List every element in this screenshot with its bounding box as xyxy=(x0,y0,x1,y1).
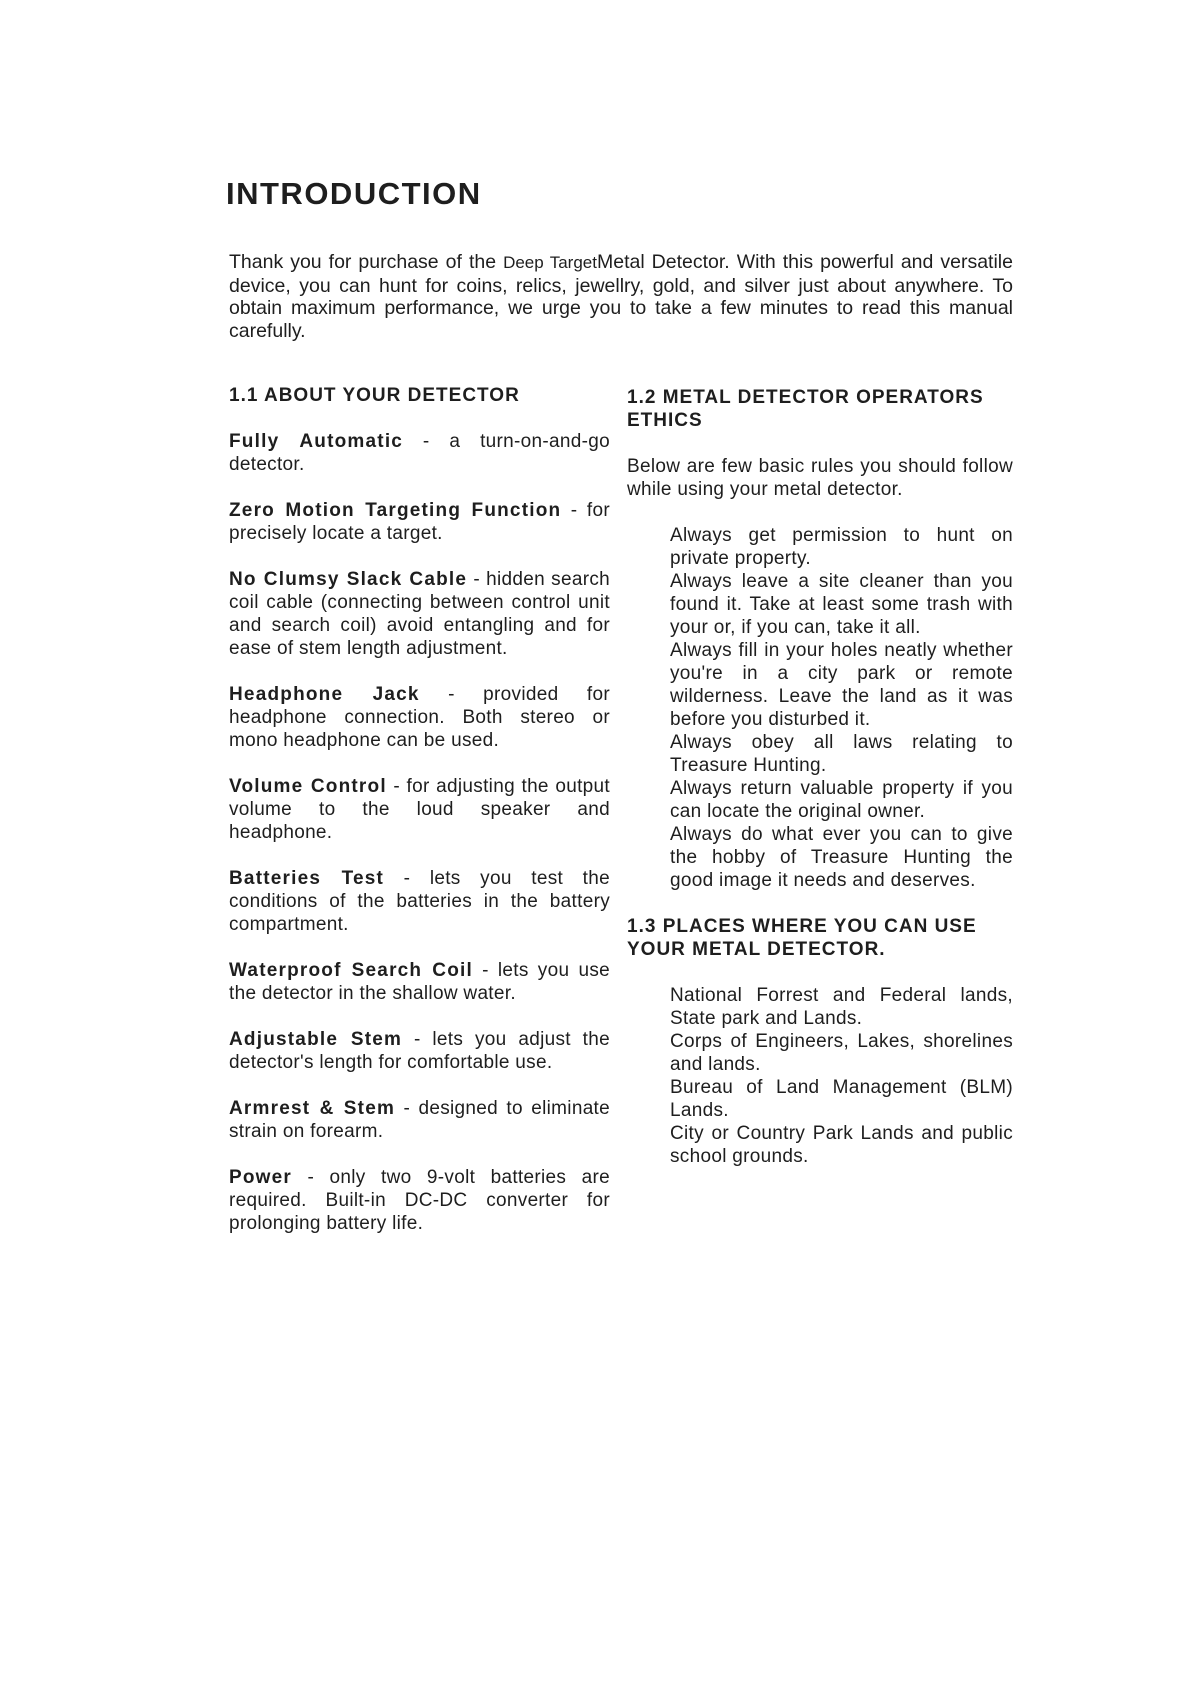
feature-desc: - lets you test the conditions of the batteries in the battery compartment. xyxy=(229,868,610,935)
feature-name: Power xyxy=(229,1167,293,1188)
intro-paragraph xyxy=(229,251,1013,343)
feature-desc: - a turn-on-and-go detector. xyxy=(229,431,610,475)
feature-item xyxy=(229,499,610,545)
section-heading-ethics: 1.2 METAL DETECTOR OPERATORS ETHICS xyxy=(627,387,984,431)
page-title: INTRODUCTION xyxy=(226,176,482,211)
feature-desc: - for adjusting the output volume to the loud speaker and headphone. xyxy=(229,776,610,843)
feature-name: Armrest & Stem xyxy=(229,1098,396,1119)
feature-desc: - provided for headphone connection. Both stereo or mono headphone can be used. xyxy=(229,684,610,751)
feature-name: Zero Motion Targeting Function xyxy=(229,500,562,521)
left-column xyxy=(229,384,610,1235)
feature-item xyxy=(229,568,610,660)
list-item: Always leave a site cleaner than you found it. Take at least some trash with your or, if you can, take it all. xyxy=(670,571,1013,638)
list-item: Always do what ever you can to give the hobby of Treasure Hunting the good image it needs and deserves. xyxy=(670,824,1013,891)
feature-name: Waterproof Search Coil xyxy=(229,960,473,981)
list-item: Always get permission to hunt on private property. xyxy=(670,525,1013,569)
feature-item xyxy=(229,959,610,1005)
list-item: Always obey all laws relating to Treasure Hunting. xyxy=(670,732,1013,776)
feature-desc: - designed to eliminate strain on forearm. xyxy=(229,1098,611,1142)
list-item: Always fill in your holes neatly whether you're in a city park or remote wilderness. Leave the land as it was before you disturbed it. xyxy=(670,640,1013,730)
feature-item xyxy=(229,775,610,844)
list-item: Corps of Engineers, Lakes, shorelines and lands. xyxy=(670,1031,1013,1075)
feature-name: Batteries Test xyxy=(229,868,385,889)
brand-name: Deep Target xyxy=(503,253,597,272)
list-item: City or Country Park Lands and public school grounds. xyxy=(670,1123,1013,1167)
feature-name: Volume Control xyxy=(229,776,387,797)
feature-desc: - for precisely locate a target. xyxy=(229,500,610,544)
feature-name: Adjustable Stem xyxy=(229,1029,403,1050)
feature-name: Headphone Jack xyxy=(229,684,420,705)
intro-text-end: Metal Detector. With this powerful and versatile device, you can hunt for coins, relics, jewellry, gold, and silver just about anywhere. To obtain maximum performance, we urge you to take a few minutes to read this manual carefully. xyxy=(229,251,1013,343)
list-item: Bureau of Land Management (BLM) Lands. xyxy=(670,1077,1013,1121)
intro-text-start: Thank you for purchase of the xyxy=(229,251,504,273)
feature-item xyxy=(229,867,610,936)
feature-item xyxy=(229,1097,610,1143)
places-list xyxy=(670,984,1013,1168)
feature-item xyxy=(229,683,610,752)
feature-desc: - hidden search coil cable (connecting between control unit and search coil) avoid entangling and for ease of stem length adjustment. xyxy=(229,569,610,659)
right-column xyxy=(627,386,1013,1168)
feature-desc: - lets you adjust the detector's length for comfortable use. xyxy=(229,1029,610,1073)
list-item: Always return valuable property if you can locate the original owner. xyxy=(670,778,1013,822)
feature-desc: - only two 9-volt batteries are required. Built-in DC-DC converter for prolonging battery life. xyxy=(229,1167,610,1234)
list-item: National Forrest and Federal lands, State park and Lands. xyxy=(670,985,1013,1029)
feature-desc: - lets you use the detector in the shallow water. xyxy=(229,960,610,1004)
section-heading-places: 1.3 PLACES WHERE YOU CAN USE YOUR METAL DETECTOR. xyxy=(627,916,977,960)
feature-item xyxy=(229,1166,610,1235)
feature-item xyxy=(229,430,610,476)
ethics-rules-list xyxy=(670,524,1013,892)
feature-name: No Clumsy Slack Cable xyxy=(229,569,468,590)
section-heading-about: 1.1 ABOUT YOUR DETECTOR xyxy=(229,385,520,406)
feature-item xyxy=(229,1028,610,1074)
ethics-intro: Below are few basic rules you should follow while using your metal detector. xyxy=(627,456,1013,500)
feature-name: Fully Automatic xyxy=(229,431,404,452)
